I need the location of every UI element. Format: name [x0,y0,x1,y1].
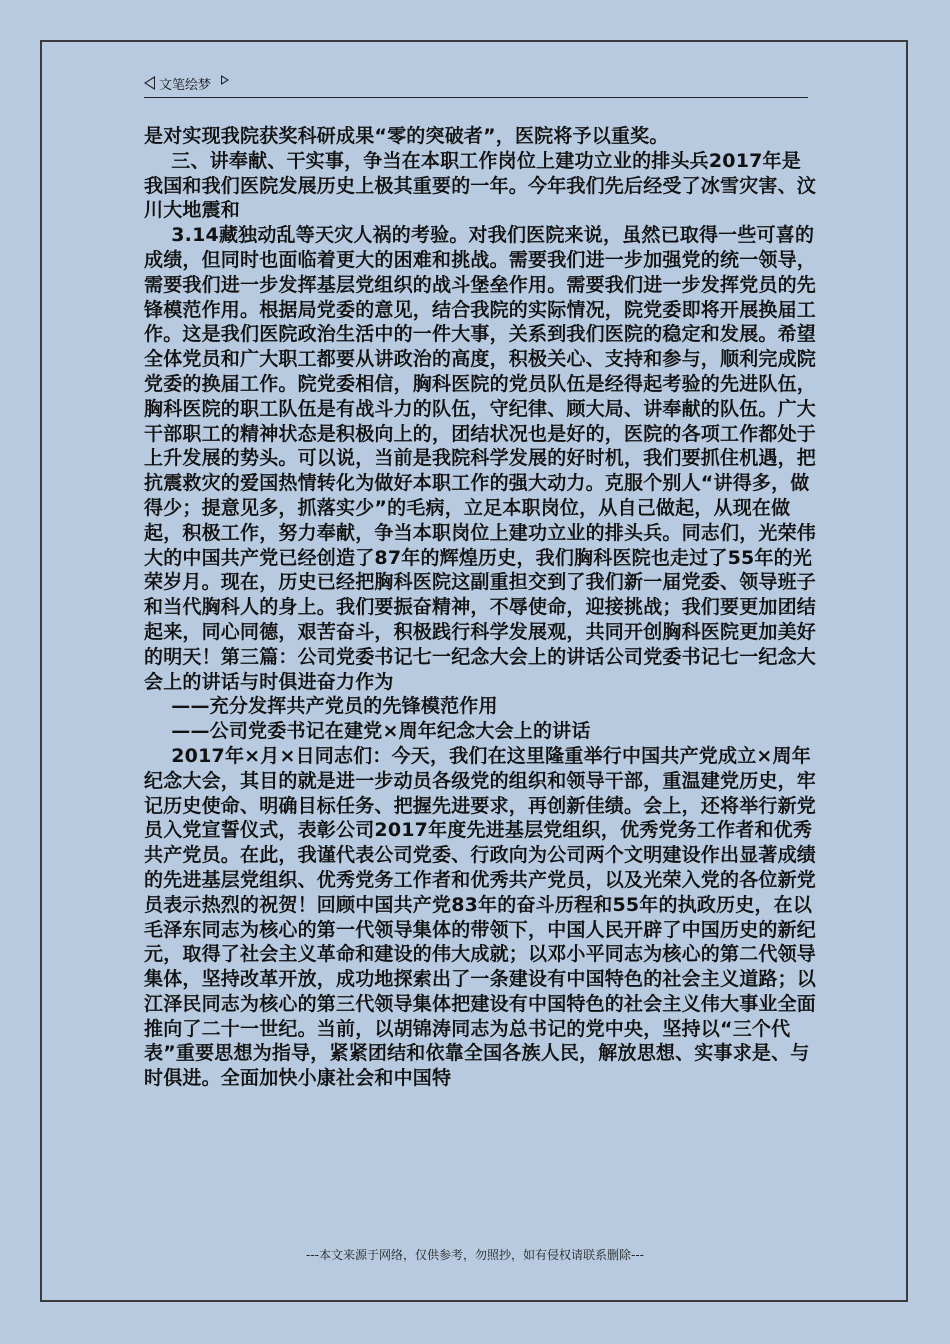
triangle-right-icon [221,75,229,85]
document-body [144,124,816,1091]
triangle-left-icon [144,76,155,90]
paragraph: ——公司党委书记在建党×周年纪念大会上的讲话 [144,720,591,743]
page-header [144,70,229,96]
paragraph: 三、讲奉献、干实事，争当在本职工作岗位上建功立业的排头兵2017年是我国和我们医院发展历史上极其重要的一年。今年我们先后经受了冰雪灾害、汶川大地震和 [144,149,817,222]
paragraph: ——充分发挥共产党员的先锋模范作用 [144,695,498,718]
paragraph: 3.14藏独动乱等天灾人祸的考验。对我们医院来说，虽然已取得一些可喜的成绩，但同时也面临着更大的困难和挑战。需要我们进一步加强党的统一领导，需要我们进一步发挥基层党组织的战斗堡垒作用。需要我们进一步发挥党员的先锋模范作用。根据局党委的意见，结合我院的实际情况，院党委即将开展换届工作。这是我们医院政治生活中的一件大事，关系到我们医院的稳定和发展。希望全体党员和广大职工都要从讲政治的高度，积极关心、支持和参与，顺利完成院党委的换届工作。院党委相信，胸科医院的党员队伍是经得起考验的先进队伍，胸科医院的职工队伍是有战斗力的队伍，守纪律、顾大局、讲奉献的队伍。广大干部职工的精神状态是积极向上的，团结状况也是好的，医院的各项工作都处于上升发展的势头。可以说，当前是我院科学发展的好时机，我们要抓住机遇，把抗震救灾的爱国热情转化为做好本职工作的强大动力。克服个别人“讲得多，做得少；提意见多，抓落实少”的毛病，立足本职岗位，从自己做起，从现在做起，积极工作，努力奉献，争当本职岗位上建功立业的排头兵。同志们，光荣伟大的中国共产党已经创造了87年的辉煌历史，我们胸科医院也走过了55年的光荣岁月。现在，历史已经把胸科医院这副重担交到了我们新一届党委、领导班子和当代胸科人的身上。我们要振奋精神，不辱使命，迎接挑战；我们要更加团结起来，同心同德，艰苦奋斗，积极践行科学发展观，共同开创胸科医院更加美好的明天！第三篇：公司党委书记七一纪念大会上的讲话公司党委书记七一纪念大会上的讲话与时俱进奋力作为 [144,224,817,693]
paragraph: 2017年×月×日同志们：今天，我们在这里隆重举行中国共产党成立×周年纪念大会，其目的就是进一步动员各级党的组织和领导干部，重温建党历史，牢记历史使命、明确目标任务、把握先进要求，再创新佳绩。会上，还将举行新党员入党宣誓仪式，表彰公司2017年度先进基层党组织，优秀党务工作者和优秀共产党员。在此，我谨代表公司党委、行政向为公司两个文明建设作出显著成绩的先进基层党组织、优秀党务工作者和优秀共产党员，以及光荣入党的各位新党员表示热烈的祝贺！回顾中国共产党83年的奋斗历程和55年的执政历史，在以毛泽东同志为核心的第一代领导集体的带领下，中国人民开辟了中国历史的新纪元，取得了社会主义革命和建设的伟大成就；以邓小平同志为核心的第二代领导集体，坚持改革开放，成功地探索出了一条建设有中国特色的社会主义道路；以江泽民同志为核心的第三代领导集体把建设有中国特色的社会主义伟大事业全面推向了二十一世纪。当前，以胡锦涛同志为总书记的党中央，坚持以“三个代表”重要思想为指导，紧紧团结和依靠全国各族人民，解放思想、实事求是、与时俱进。全面加快小康社会和中国特 [144,744,817,1090]
header-divider [144,97,808,98]
header-brand: 文笔绘梦 [159,77,212,93]
paragraph: 是对实现我院获奖科研成果“零的突破者”，医院将予以重奖。 [144,125,669,147]
footer-notice: ---本文来源于网络，仅供参考，勿照抄，如有侵权请联系删除--- [306,1248,644,1262]
